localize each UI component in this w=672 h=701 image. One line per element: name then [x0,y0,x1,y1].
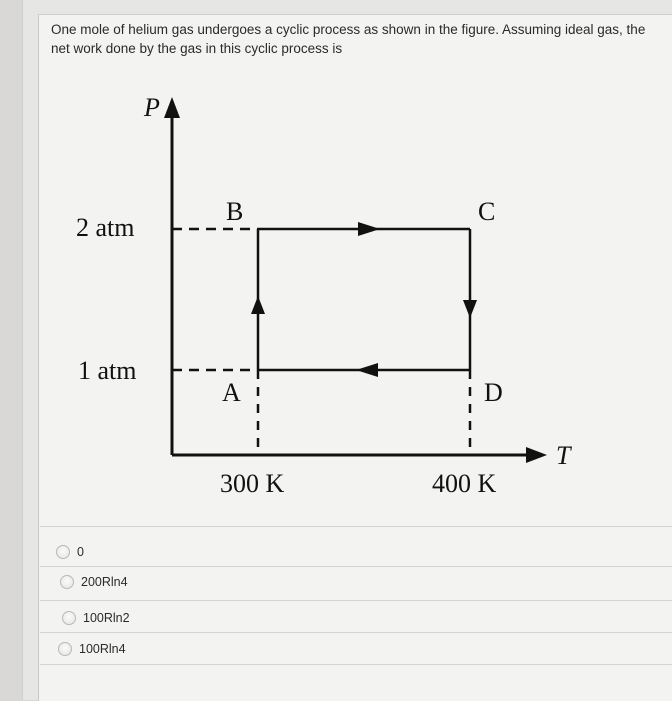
radio-button[interactable] [56,545,70,559]
point-b-label: B [226,197,244,226]
axis-p-label: P [144,93,160,122]
point-a-label: A [222,378,241,407]
divider [40,632,672,633]
radio-button[interactable] [62,611,76,625]
point-c-label: C [478,197,496,226]
option-100rln4[interactable] [58,639,126,659]
option-label: 100Rln2 [83,611,130,625]
p-axis-arrow [164,97,180,118]
divider [40,664,672,665]
arrow-da [356,363,378,377]
pt-cycle-diagram [40,80,640,520]
option-200rln4[interactable] [60,572,128,592]
arrow-cd [463,300,477,318]
arrow-bc [358,222,380,236]
option-0[interactable] [56,542,84,562]
t-level-400k: 400 K [432,469,497,498]
divider [40,600,672,601]
t-axis-arrow [526,447,547,463]
option-label: 200Rln4 [81,575,128,589]
point-d-label: D [484,378,503,407]
t-level-300k: 300 K [220,469,285,498]
p-level-1atm: 1 atm [78,356,137,385]
p-level-2atm: 2 atm [76,213,135,242]
option-label: 0 [77,545,84,559]
radio-button[interactable] [60,575,74,589]
axis-t-label: T [556,441,571,470]
divider [40,526,672,527]
question-text: One mole of helium gas undergoes a cyclic process as shown in the figure. Assuming ideal gas, the net work done by the gas in this cyclic process is [51,22,646,56]
option-100rln2[interactable] [62,608,130,628]
option-label: 100Rln4 [79,642,126,656]
divider [40,566,672,567]
arrow-ab [251,296,265,314]
radio-button[interactable] [58,642,72,656]
